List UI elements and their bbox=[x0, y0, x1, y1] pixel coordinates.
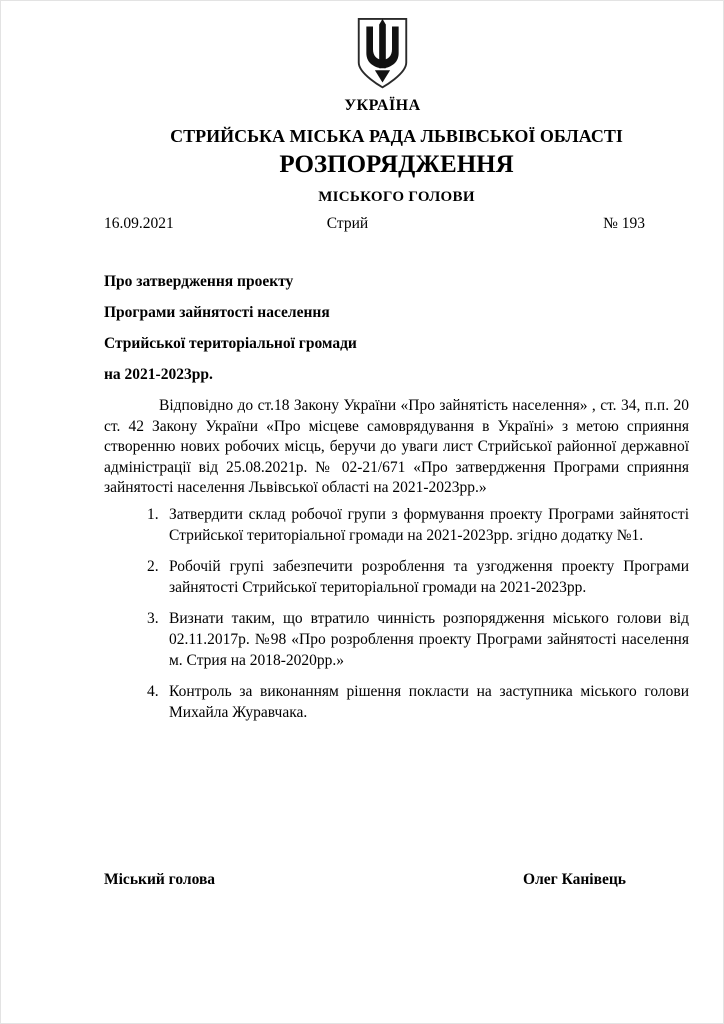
list-item-number: 4. bbox=[147, 683, 159, 701]
signature-row bbox=[104, 870, 689, 889]
list-item bbox=[104, 609, 689, 671]
ordered-list bbox=[104, 505, 689, 723]
list-item-number: 1. bbox=[147, 505, 159, 523]
country-name: УКРАЇНА bbox=[344, 97, 421, 114]
list-item bbox=[104, 505, 689, 546]
subject-line: на 2021-2023рр. bbox=[104, 366, 213, 383]
list-item-number: 3. bbox=[147, 610, 159, 628]
document-city: Стрий bbox=[326, 215, 369, 232]
subject-line: Про затвердження проекту bbox=[104, 273, 294, 290]
list-item-text: Контроль за виконанням рішення покласти на заступника міського голови Михайла Журавчака. bbox=[169, 683, 689, 721]
document-date: 16.09.2021 bbox=[104, 215, 174, 232]
subject-line: Програми зайнятості населення bbox=[104, 304, 330, 321]
list-item-text: Затвердити склад робочої групи з формування проекту Програми зайнятості Стрийської територіальної громади на 2021-2023рр. згідно додатку №1. bbox=[169, 505, 689, 544]
list-item bbox=[104, 557, 689, 598]
intro-paragraph: Відповідно до ст.18 Закону України «Про зайнятість населення» , ст. 34, п.п. 20 ст. 42 Закону України «Про місцеве самоврядування в Україні» з метою сприяння створенню нових робочих місць, беручи до уваги лист Стрийської районної державної адміністрації від 25.08.2021р. № 02-21/671 «Про затвердження Програми сприяння зайнятості населення Львівської області на 2021-2023рр.» bbox=[104, 397, 689, 497]
list-item-text: Визнати таким, що втратило чинність розпорядження міського голови від 02.11.2017р. №98 «Про розроблення проекту Програми зайнятості населення м. Стрия на 2018-2020рр.» bbox=[169, 610, 689, 669]
list-item-text: Робочій групі забезпечити розроблення та узгодження проекту Програми зайнятості Стрийської територіальної громади на 2021-2023рр. bbox=[169, 558, 689, 596]
signature-title: Міський голова bbox=[104, 871, 216, 888]
document-number: № 193 bbox=[603, 215, 645, 232]
signature-name: Олег Канівець bbox=[523, 871, 626, 888]
list-item-number: 2. bbox=[147, 558, 159, 576]
document-content bbox=[104, 1, 689, 734]
document-type-title: РОЗПОРЯДЖЕННЯ bbox=[279, 151, 514, 178]
emblem-block bbox=[90, 17, 675, 115]
subject-line: Стрийської територіальної громади bbox=[104, 335, 357, 352]
organization-title: СТРИЙСЬКА МІСЬКА РАДА ЛЬВІВСЬКОЇ ОБЛАСТІ bbox=[170, 126, 623, 146]
document-subtype-title: МІСЬКОГО ГОЛОВИ bbox=[318, 189, 475, 205]
date-row bbox=[104, 214, 689, 233]
ukraine-trident-icon bbox=[90, 17, 675, 93]
subject-block bbox=[104, 266, 689, 390]
list-item bbox=[104, 682, 689, 723]
